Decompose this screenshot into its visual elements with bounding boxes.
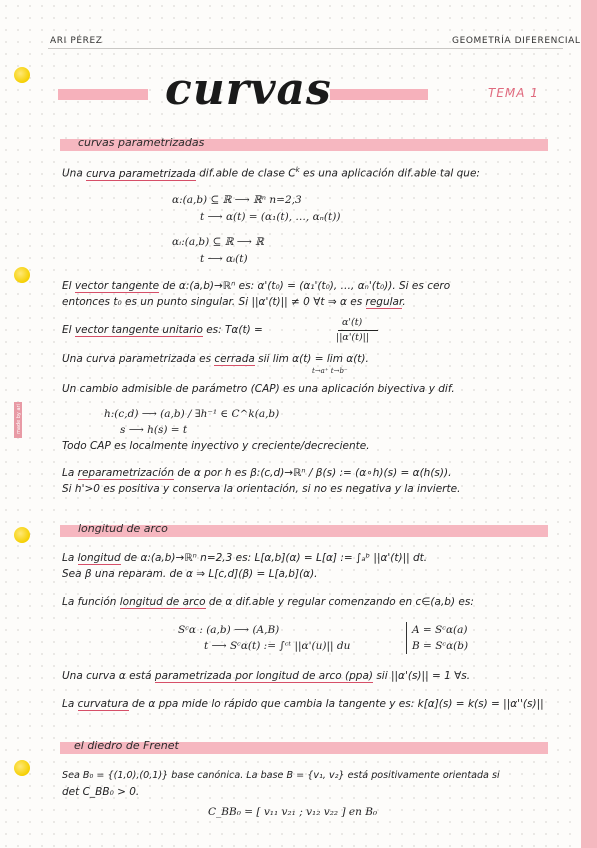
term-reparametrizacion: reparametrización	[77, 467, 175, 479]
definition-line: Todo CAP es localmente inyectivo y creciente/decreciente.	[62, 440, 370, 452]
binder-hole-2	[14, 267, 30, 283]
definition-line: Sea β una reparam. de α ⇒ L[c,d](β) = L[a,b](α).	[62, 568, 318, 580]
term-vector-tangente-unitario: vector tangente unitario	[74, 324, 203, 336]
formula-line: t ⟶ Sᶜα(t) := ∫ᶜᵗ ||α'(u)|| du	[204, 640, 351, 652]
definition-line: entonces t₀ es un punto singular. Si ||α'(t)|| ≠ 0 ∀t ⇒ α es regular.	[62, 296, 406, 308]
formula-line: A = Sᶜα(a)	[412, 624, 468, 636]
formula-line: C_BB₀ = [ v₁₁ v₂₁ ; v₁₂ v₂₂ ] en B₀	[208, 806, 378, 818]
section-heading: el diedro de Frenet	[74, 739, 179, 752]
definition-line: La reparametrización de α por h es β:(c,d)→ℝⁿ / β(s) := (α∘h)(s) = α(h(s)).	[62, 467, 452, 479]
binder-hole-4	[14, 760, 30, 776]
formula-line: Sᶜα : (a,b) ⟶ (A,B)	[178, 624, 280, 636]
definition-line: Una curva parametrizada es cerrada sii lim α(t) = lim α(t).	[62, 353, 369, 365]
formula-line: t ⟶ α(t) = (α₁(t), …, αₙ(t))	[200, 211, 341, 223]
fraction-bar	[338, 330, 378, 331]
definition-line: La longitud de α:(a,b)→ℝⁿ n=2,3 es: L[α,b](α) = L[α] := ∫ₐᵇ ||α'(t)|| dt.	[62, 552, 428, 564]
formula-line: s ⟶ h(s) = t	[120, 424, 188, 436]
term-regular: regular	[365, 296, 403, 308]
formula-line: h:(c,d) ⟶ (a,b) / ∃h⁻¹ ∈ C^k(a,b)	[104, 408, 280, 420]
margin-strip	[581, 0, 597, 848]
definition-line: Una curva α está parametrizada por longitud de arco (ppa) sii ||α'(s)|| = 1 ∀s.	[62, 670, 471, 682]
term-longitud: longitud	[77, 552, 121, 564]
binder-hole-3	[14, 527, 30, 543]
header-rule	[48, 48, 563, 49]
definition-line: det C_BB₀ > 0.	[62, 786, 140, 798]
definition-line: Sea B₀ = {(1,0),(0,1)} base canónica. La base B = {v₁, v₂} está positivamente orientada si	[62, 770, 500, 781]
term-ppa: parametrizada por longitud de arco (ppa)	[154, 670, 373, 682]
bracket-line	[406, 622, 407, 654]
definition-line: Un cambio admisible de parámetro (CAP) es una aplicación biyectiva y dif.	[62, 383, 455, 395]
term-cerrada: cerrada	[214, 353, 255, 365]
page-title: curvas	[165, 64, 332, 115]
definition-line: La curvatura de α ppa mide lo rápido que cambia la tangente y es: k[α](s) = k(s) = ||α''(s)||	[62, 698, 544, 710]
term-curva-parametrizada: curva parametrizada	[86, 167, 196, 180]
term-vector-tangente: vector tangente	[74, 280, 160, 292]
title-highlight-right	[330, 89, 428, 100]
definition-line: El vector tangente de α:(a,b)→ℝⁿ es: α'(t₀) = (α₁'(t₀), …, αₙ'(t₀)). Si es cero	[62, 280, 451, 292]
binder-hole-1	[14, 67, 30, 83]
term-longitud-de-arco: longitud de arco	[119, 596, 206, 608]
definition-line: El vector tangente unitario es: Tα(t) =	[62, 324, 263, 336]
formula-line: B = Sᶜα(b)	[412, 640, 469, 652]
definition-line: Si h'>0 es positiva y conserva la orientación, si no es negativa y la invierte.	[62, 483, 461, 495]
definition-line: La función longitud de arco de α dif.able y regular comenzando en c∈(a,b) es:	[62, 596, 474, 608]
formula-line: αᵢ:(a,b) ⊆ ℝ ⟶ ℝ	[172, 236, 264, 248]
fraction-numerator: α'(t)	[342, 317, 363, 328]
fraction-denominator: ||α'(t)||	[336, 332, 370, 343]
term-curvatura: curvatura	[77, 698, 129, 710]
author-name: ARI PÉREZ	[50, 36, 103, 46]
formula-line: α:(a,b) ⊆ ℝ ⟶ ℝⁿ n=2,3	[172, 194, 302, 206]
title-highlight-left	[58, 89, 148, 100]
section-heading: curvas parametrizadas	[78, 136, 205, 149]
side-tag-label: made by ari	[16, 404, 22, 435]
limit-subscripts: t→a⁺ t→b⁻	[312, 367, 348, 375]
subject-name: GEOMETRÍA DIFERENCIAL	[452, 36, 581, 46]
formula-line: t ⟶ αᵢ(t)	[200, 253, 248, 265]
definition-line: Una curva parametrizada dif.able de clase $C^k$ es una aplicación dif.able tal que:	[62, 166, 480, 180]
section-heading: longitud de arco	[78, 522, 168, 535]
topic-number: TEMA 1	[488, 86, 539, 100]
